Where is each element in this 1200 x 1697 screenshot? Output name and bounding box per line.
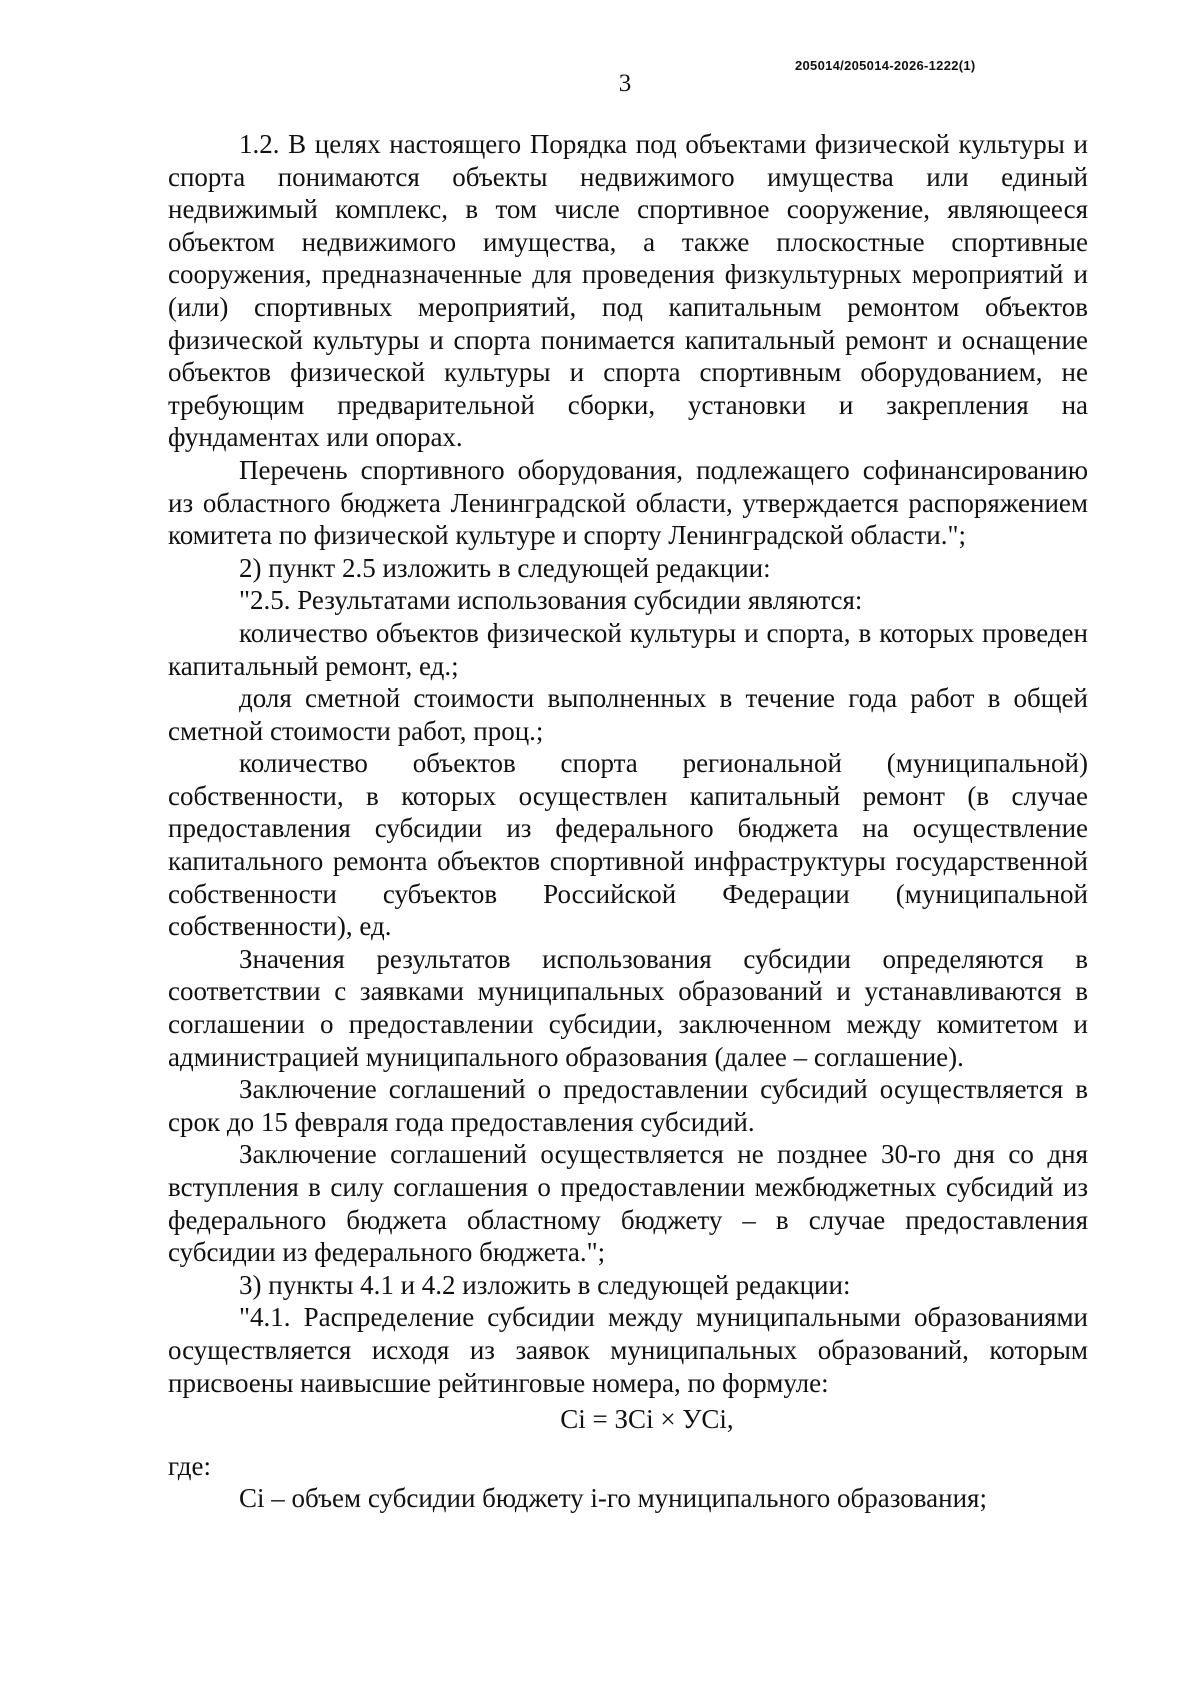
paragraph-item-3: 3) пункты 4.1 и 4.2 изложить в следующей редакции: xyxy=(239,1269,851,1300)
paragraph-agreement-deadline: Заключение соглашений о предоставлении субсидий осуществляется в срок до 15 февраля года предоставления субсидий. xyxy=(168,1074,1088,1137)
definition-ci: Ci – объем субсидии бюджету i-го муниципального образования; xyxy=(239,1483,987,1514)
page-number: 3 xyxy=(618,70,632,97)
paragraph-result-3: количество объектов спорта региональной (муниципальной) собственности, в которых осуществлен капитальный ремонт (в случае предоставления субсидии из федерального бюджета на осуществление капитального ремонта объектов спортивной инфраструктуры государственной собственности субъектов Российской Федерации (муниципальной собственности), ед. xyxy=(168,748,1088,942)
paragraph-result-1: количество объектов физической культуры и спорта, в которых проведен капитальный ремонт, ед.; xyxy=(168,617,1088,681)
paragraph-agreement-federal: Заключение соглашений осуществляется не позднее 30-го дня со дня вступления в силу соглашения о предоставлении межбюджетных субсидий из федерального бюджета областному бюджету – в случае предоставления субсидии из федерального бюджета."; xyxy=(168,1139,1088,1268)
document-id: 205014/205014-2026-1222(1) xyxy=(795,58,976,73)
paragraph-4-1: "4.1. Распределение субсидии между муниципальными образованиями осуществляется исходя из заявок муниципальных образований, которым присвоены наивысшие рейтинговые номера, по формуле: xyxy=(168,1302,1088,1398)
document-body xyxy=(168,128,1088,1515)
paragraph-item-2: 2) пункт 2.5 изложить в следующей редакции: xyxy=(239,552,771,583)
formula: Ci = ЗCi × УCi, xyxy=(560,1404,734,1435)
paragraph-equipment-list: Перечень спортивного оборудования, подлежащего софинансированию из областного бюджета Ленинградской области, утверждается распоряжением комитета по физической культуре и спорту Ленинградской области."; xyxy=(168,454,1088,551)
paragraph-2-5: "2.5. Результатами использования субсидии являются: xyxy=(239,585,863,616)
paragraph-result-2: доля сметной стоимости выполненных в течение года работ в общей сметной стоимости работ, проц.; xyxy=(168,683,1088,746)
where-label: где: xyxy=(168,1450,211,1481)
paragraph-result-values: Значения результатов использования субсидии определяются в соответствии с заявками муниципальных образований и устанавливаются в соглашении о предоставлении субсидии, заключенном между комитетом и администрацией муниципального образования (далее – соглашение). xyxy=(168,943,1088,1072)
paragraph-1-2: 1.2. В целях настоящего Порядка под объектами физической культуры и спорта понимаются объекты недвижимого имущества или единый недвижимый комплекс, в том числе спортивное сооружение, являющееся объектом недвижимого имущества, а также плоскостные спортивные сооружения, предназначенные для проведения физкультурных мероприятий и (или) спортивных мероприятий, под капитальным ремонтом объектов физической культуры и спорта понимается капитальный ремонт и оснащение объектов физической культуры и спорта спортивным оборудованием, не требующим предварительной сборки, установки и закрепления на фундаментах или опорах. xyxy=(168,129,1088,453)
